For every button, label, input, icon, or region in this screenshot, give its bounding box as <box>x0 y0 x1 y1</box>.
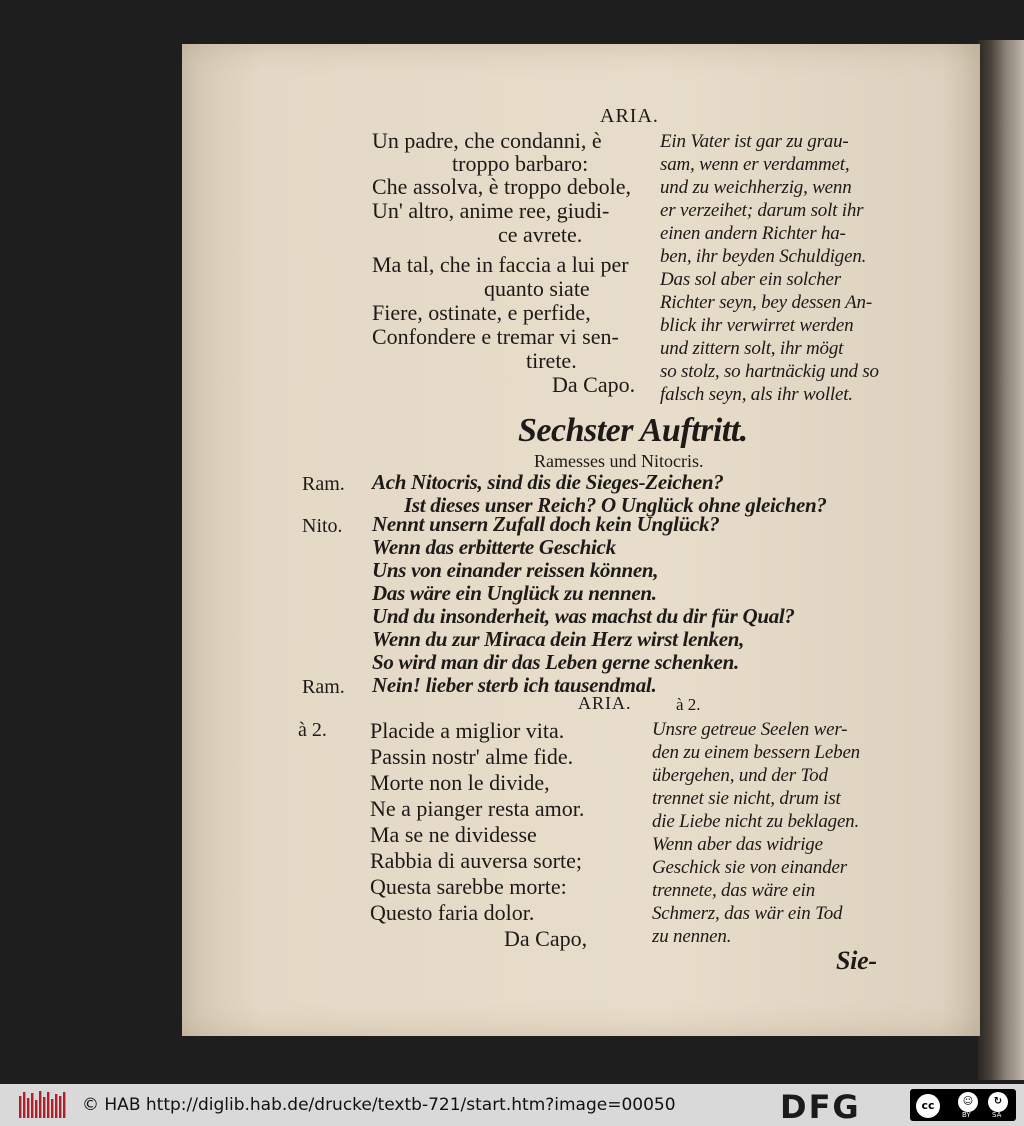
german-line: trennete, das wäre ein <box>652 880 816 901</box>
italian-line: Rabbia di auversa sorte; <box>370 848 582 873</box>
da-capo: Da Capo. <box>552 372 636 397</box>
dialogue-line: So wird man dir das Leben gerne schenken. <box>372 650 739 674</box>
german-line: und zu weichherzig, wenn <box>660 177 852 198</box>
german-line: er verzeihet; darum solt ihr <box>660 200 864 221</box>
german-line: Das sol aber ein solcher <box>660 269 841 290</box>
attribution-icon: ☺ <box>958 1092 978 1112</box>
aria-title: ARIA. <box>578 693 632 713</box>
german-line: die Liebe nicht zu beklagen. <box>652 811 860 832</box>
book-spine <box>978 40 1024 1080</box>
german-line: falsch seyn, als ihr wollet. <box>660 384 853 405</box>
dialogue-line: Wenn das erbitterte Geschick <box>372 535 616 559</box>
german-line: ben, ihr beyden Schuldigen. <box>660 246 867 267</box>
dialogue-line: Und du insonderheit, was machst du dir für Qual? <box>372 604 795 628</box>
german-line: Schmerz, das wär ein Tod <box>652 903 843 924</box>
german-line: zu nennen. <box>652 926 732 947</box>
cc-icon: cc <box>916 1094 940 1118</box>
german-line: so stolz, so hartnäckig und so <box>660 361 879 382</box>
share-alike-icon: ↻ <box>988 1092 1008 1112</box>
italian-line: Ne a pianger resta amor. <box>370 796 585 821</box>
italian-line: Ma se ne dividesse <box>370 822 537 847</box>
german-line: und zittern solt, ihr mögt <box>660 338 844 359</box>
dialogue-line: Wenn du zur Miraca dein Herz wirst lenken, <box>372 627 745 651</box>
italian-line: Questa sarebbe morte: <box>370 874 567 899</box>
scene-persons: Ramesses und Nitocris. <box>534 451 704 471</box>
german-line: den zu einem bessern Leben <box>652 742 860 763</box>
italian-line: troppo barbaro: <box>452 151 589 176</box>
german-line: übergehen, und der Tod <box>652 765 828 786</box>
catchword: Sie- <box>836 946 877 975</box>
speaker-label: Ram. <box>302 473 345 495</box>
dialogue-line: Nein! lieber sterb ich tausendmal. <box>372 673 657 697</box>
italian-line: Che assolva, è troppo debole, <box>372 174 632 199</box>
german-line: Unsre getreue Seelen wer- <box>652 719 848 740</box>
license-by-label: BY <box>962 1111 971 1119</box>
scene-heading: Sechster Auftritt. <box>518 412 748 449</box>
german-line: sam, wenn er verdammet, <box>660 154 850 175</box>
german-line: Geschick sie von einander <box>652 857 847 878</box>
italian-line: Fiere, ostinate, e perfide, <box>372 300 591 325</box>
source-link[interactable]: © HAB http://diglib.hab.de/drucke/textb-721/start.htm?image=00050 <box>82 1095 676 1115</box>
book-page <box>182 44 980 1036</box>
license-sa-label: SA <box>992 1111 1002 1119</box>
dialogue-line: Das wäre ein Unglück zu nennen. <box>372 581 657 605</box>
italian-line: Un padre, che condanni, è <box>372 128 602 153</box>
dialogue-line: Ist dieses unser Reich? O Unglück ohne gleichen? <box>404 493 827 517</box>
da-capo: Da Capo, <box>504 926 588 951</box>
german-line: blick ihr verwirret werden <box>660 315 854 336</box>
hab-logo-icon[interactable] <box>18 1090 66 1120</box>
german-line: trennet sie nicht, drum ist <box>652 788 841 809</box>
aria-title: ARIA. <box>600 105 659 127</box>
italian-line: Un' altro, anime ree, giudi- <box>372 198 610 223</box>
footer-bar <box>0 1084 1024 1126</box>
italian-line: Confondere e tremar vi sen- <box>372 324 619 349</box>
italian-line: tirete. <box>526 348 577 373</box>
italian-line: quanto siate <box>484 276 590 301</box>
dialogue-line: Uns von einander reissen können, <box>372 558 659 582</box>
italian-line: Questo faria dolor. <box>370 900 535 925</box>
italian-line: Ma tal, che in faccia a lui per <box>372 252 629 277</box>
italian-line: Placide a miglior vita. <box>370 718 565 743</box>
german-line: Wenn aber das widrige <box>652 834 823 855</box>
speaker-label: à 2. <box>298 719 327 741</box>
german-line: Ein Vater ist gar zu grau- <box>660 131 849 152</box>
speaker-label: Ram. <box>302 676 345 698</box>
german-line: Richter seyn, bey dessen An- <box>660 292 872 313</box>
aria-tag: à 2. <box>676 695 701 714</box>
speaker-label: Nito. <box>302 515 343 537</box>
cc-by-sa-icon[interactable] <box>910 1089 1016 1121</box>
italian-line: Morte non le divide, <box>370 770 550 795</box>
dialogue-line: Ach Nitocris, sind dis die Sieges-Zeichen? <box>372 470 724 494</box>
italian-line: Passin nostr' alme fide. <box>370 744 574 769</box>
italian-line: ce avrete. <box>498 222 583 247</box>
dialogue-line: Nennt unsern Zufall doch kein Unglück? <box>372 512 720 536</box>
german-line: einen andern Richter ha- <box>660 223 846 244</box>
dfg-logo: DFG <box>780 1088 861 1126</box>
